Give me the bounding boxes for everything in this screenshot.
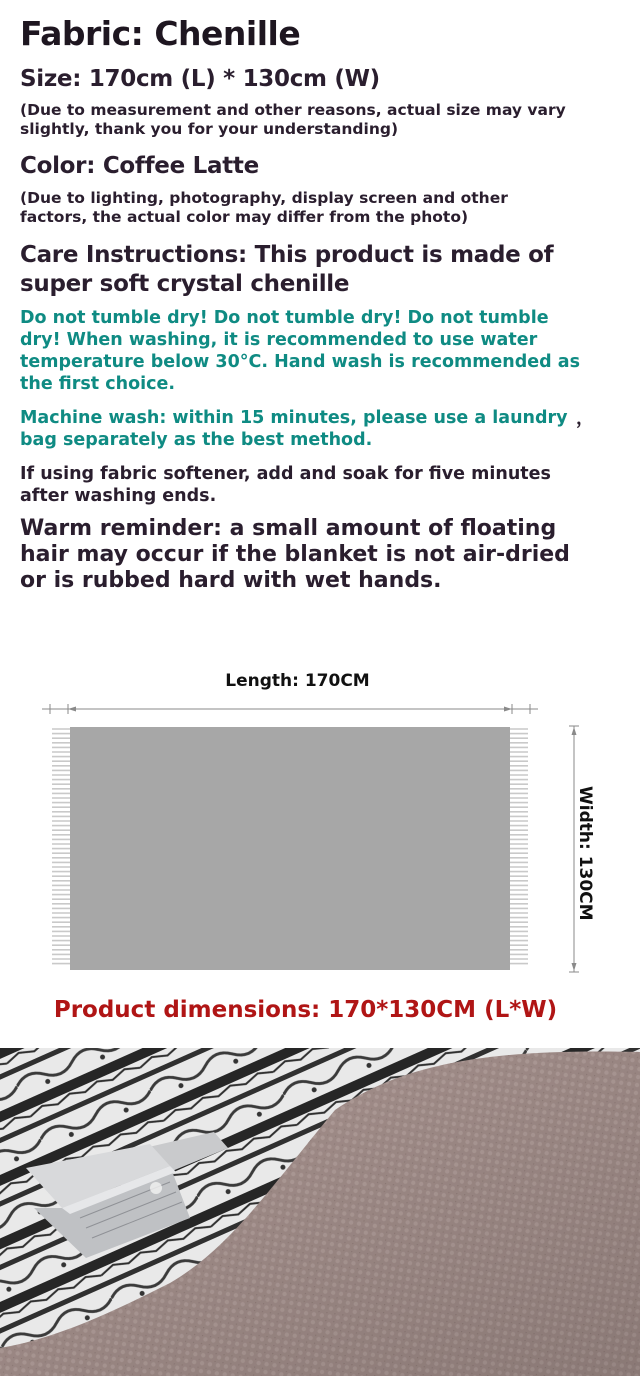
machine-wash-note: Machine wash: within 15 minutes, please use a laundry bag separately as the best method. [20,408,568,450]
size-heading: Size: 170cm (L) * 130cm (W) [20,66,380,92]
warm-reminder: Warm reminder: a small amount of floating hair may occur if the blanket is not air-dried or is rubbed hard with wet hands. [20,516,570,593]
width-label: Width: 130CM [575,786,595,921]
color-heading: Color: Coffee Latte [20,153,259,179]
length-label: Length: 170CM [225,671,370,691]
blanket-body [70,727,510,970]
size-note: (Due to measurement and other reasons, actual size may vary slightly, thank you for your understanding) [20,101,566,138]
bed-with-blanket-and-laptop-photo [0,1048,640,1376]
fabric-heading: Fabric: Chenille [20,14,301,53]
blanket-fringe-left [52,729,70,964]
length-arrow [42,704,538,714]
product-dimensions: Product dimensions: 170*130CM (L*W) [53,997,558,1023]
softener-note: If using fabric softener, add and soak for five minutes after washing ends. [20,464,551,506]
size-diagram [0,690,640,980]
machine-wash-comma: ， [576,408,594,429]
color-note: (Due to lighting, photography, display screen and other factors, the actual color may differ from the photo) [20,189,508,226]
care-heading: Care Instructions: This product is made of super soft crystal chenille [20,242,554,297]
blanket-fringe-right [510,729,528,964]
tumble-dry-warning: Do not tumble dry! Do not tumble dry! Do not tumble dry! When washing, it is recommended to use water temperature below 30°C. Hand wash is recommended as the first choice. [20,308,580,394]
width-label-box [573,786,613,926]
